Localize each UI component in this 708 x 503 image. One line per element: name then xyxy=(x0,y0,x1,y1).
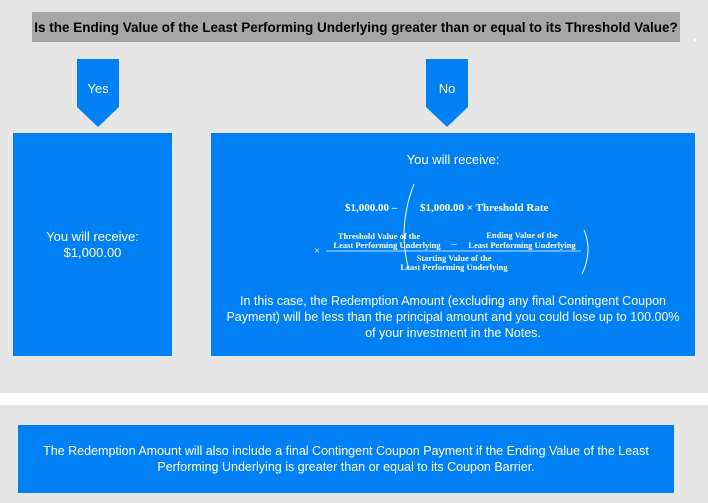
yes-label: Yes xyxy=(87,81,109,96)
redemption-formula xyxy=(211,178,695,288)
divider-mark xyxy=(694,39,696,41)
yes-amount: $1,000.00 xyxy=(63,244,122,260)
numerator-minus: – xyxy=(451,238,457,250)
formula-principal: $1,000.00 – xyxy=(345,202,398,214)
yes-arrow xyxy=(77,59,119,129)
formula-threshold-term: $1,000.00 × Threshold Rate xyxy=(420,202,549,214)
coupon-note-box xyxy=(18,425,674,493)
denominator-line2: Least Performing Underlying xyxy=(400,262,508,272)
question-text: Is the Ending Value of the Least Performing Underlying greater than or equal to its Threshold Value? xyxy=(34,19,678,35)
numerator-right-line2: Least Performing Underlying xyxy=(468,240,576,250)
numerator-right-line1: Ending Value of the xyxy=(486,230,558,240)
question-box xyxy=(32,12,680,42)
denominator-line1: Starting Value of the xyxy=(416,253,492,263)
no-receive-label: You will receive: xyxy=(406,152,500,167)
no-outcome-explanation: In this case, the Redemption Amount (excluding any final Contingent Coupon Payment) will be less than the principal amount and you could lose up to 100.00% of your investment in the Notes. xyxy=(226,294,680,340)
formula-times: × xyxy=(314,245,321,257)
numerator-left-line2: Least Performing Underlying xyxy=(333,240,441,250)
yes-receive-label: You will receive: xyxy=(46,228,139,244)
numerator-left-line1: Threshold Value of the xyxy=(337,231,421,241)
yes-outcome-box xyxy=(13,133,172,356)
coupon-note-text: The Redemption Amount will also include a final Contingent Coupon Payment if the Ending Value of the Least Performing Underlying is greater than or equal to its Coupon Barrier. xyxy=(43,444,649,474)
no-label: No xyxy=(438,81,456,96)
close-paren xyxy=(582,230,588,274)
no-arrow xyxy=(426,59,468,129)
open-paren xyxy=(404,184,414,270)
no-outcome-box xyxy=(211,133,695,356)
